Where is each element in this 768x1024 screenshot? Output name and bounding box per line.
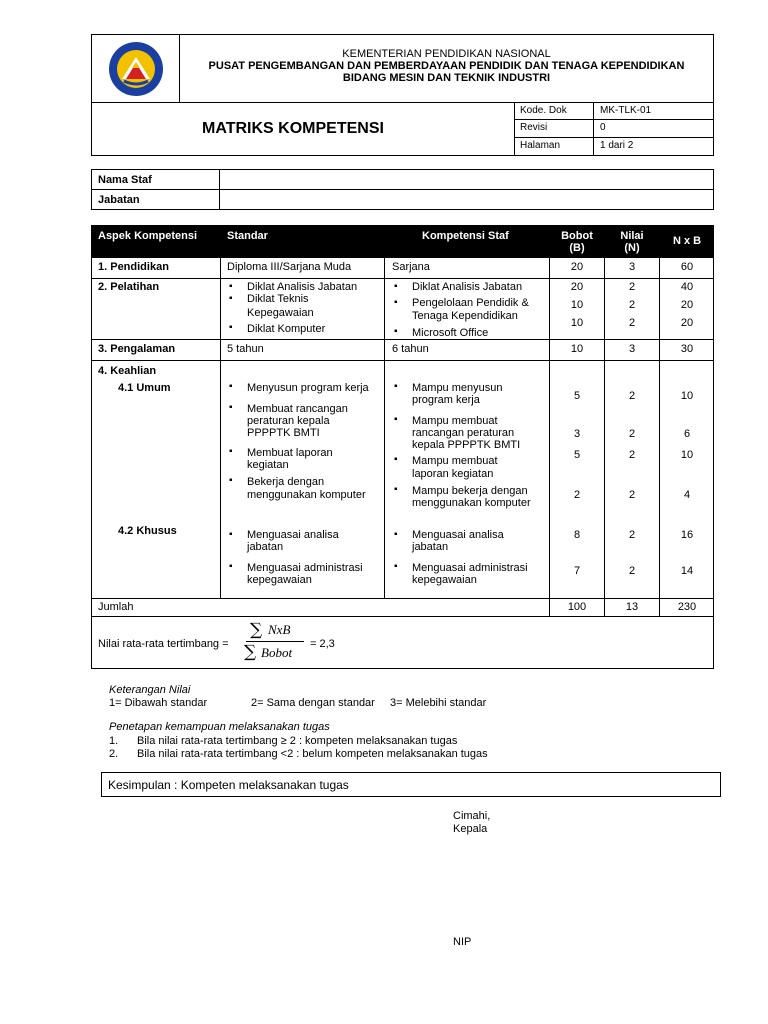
bullet-icon: ▪: [229, 281, 233, 292]
list-item: Menguasai administrasi: [247, 562, 363, 574]
bullet-icon: ▪: [394, 561, 398, 572]
legend-title: Keterangan Nilai: [109, 684, 191, 696]
cell-n: 2: [628, 428, 636, 440]
bullet-icon: ▪: [394, 297, 398, 308]
bullet-icon: ▪: [229, 293, 233, 304]
list-item: Mampu bekerja dengan: [412, 485, 528, 497]
total-b: 100: [567, 601, 587, 613]
task-item-number: 1.: [109, 735, 119, 747]
cell-n: 2: [628, 529, 636, 541]
tut-wuri-handayani-logo: [92, 35, 180, 103]
bullet-icon: ▪: [394, 326, 398, 337]
sum-symbol: ∑: [250, 620, 263, 640]
cell-nxb: 10: [680, 449, 694, 461]
cell-n: 2: [628, 449, 636, 461]
weighted-average-formula: [244, 620, 304, 664]
list-item: Mampu menyusun: [412, 382, 503, 394]
list-item: Bekerja dengan: [247, 476, 325, 488]
list-item: Menguasai analisa: [247, 529, 339, 541]
bullet-icon: ▪: [394, 529, 398, 540]
row-divider: [92, 616, 713, 617]
bullet-icon: ▪: [229, 381, 233, 392]
list-item: Pengelolaan Pendidik &: [412, 297, 529, 309]
divider: [384, 258, 385, 598]
task-item: Bila nilai rata-rata tertimbang ≥ 2 : kompeten melaksanakan tugas: [137, 735, 458, 747]
legend-item: 1= Dibawah standar: [109, 697, 208, 709]
col-weight: Bobot: [561, 230, 593, 242]
page-label: Halaman: [515, 138, 594, 155]
staff-table: [91, 169, 714, 210]
document-info: [515, 103, 713, 155]
bullet-icon: ▪: [229, 402, 233, 413]
row-divider: [92, 339, 713, 340]
center-name: PUSAT PENGEMBANGAN DAN PEMBERDAYAAN PENDIDIK DAN TENAGA KEPENDIDIKAN: [208, 60, 685, 72]
list-item: laporan kegiatan: [412, 468, 494, 480]
cell-b: 5: [573, 390, 581, 402]
cell-n: 2: [628, 390, 636, 402]
row-pelatihan-label: 2. Pelatihan: [98, 281, 160, 293]
list-item: menggunakan komputer: [247, 489, 366, 501]
col-nxb: N x B: [672, 235, 702, 247]
doc-code-value: MK-TLK-01: [600, 105, 652, 116]
list-item: Membuat laporan: [247, 447, 333, 459]
list-item: kepala PPPPTK BMTI: [412, 439, 521, 451]
list-item: Diklat Teknis: [247, 293, 309, 305]
cell-nxb: 20: [680, 299, 694, 311]
cell-nxb: 16: [680, 529, 694, 541]
ministry-name: KEMENTERIAN PENDIDIKAN NASIONAL: [342, 48, 551, 60]
formula-label: Nilai rata-rata tertimbang =: [98, 638, 229, 650]
cell-n: 2: [628, 565, 636, 577]
row-pengalaman-standard: 5 tahun: [227, 343, 264, 355]
col-aspect: Aspek Kompetensi: [98, 230, 198, 242]
bullet-icon: ▪: [229, 322, 233, 333]
document-header: [91, 34, 714, 156]
cell-b: 5: [573, 449, 581, 461]
col-staff-competency: Kompetensi Staf: [422, 230, 509, 242]
list-item: menggunakan komputer: [412, 497, 531, 509]
document-title: MATRIKS KOMPETENSI: [92, 103, 515, 155]
task-item: Bila nilai rata-rata tertimbang <2 : belum kompeten melaksanakan tugas: [137, 748, 488, 760]
row-pengalaman-nxb: 30: [680, 343, 694, 355]
competency-matrix: [91, 225, 714, 669]
staff-position-label: Jabatan: [92, 190, 220, 210]
list-item: kegiatan: [247, 459, 289, 471]
row-divider: [92, 598, 713, 599]
list-item: Menguasai administrasi: [412, 562, 528, 574]
cell-nxb: 10: [680, 390, 694, 402]
cell-nxb: 14: [680, 565, 694, 577]
cell-n: 2: [628, 281, 636, 293]
row-divider: [92, 278, 713, 279]
logo-cell: [92, 35, 180, 103]
total-nxb: 230: [677, 601, 697, 613]
division-name: BIDANG MESIN DAN TEKNIK INDUSTRI: [342, 72, 551, 84]
formula-result: = 2,3: [310, 638, 335, 650]
cell-nxb: 20: [680, 317, 694, 329]
cell-n: 2: [628, 489, 636, 501]
conclusion-box: Kesimpulan : Kompeten melaksanakan tugas: [101, 772, 721, 797]
cell-b: 8: [573, 529, 581, 541]
legend-item: 3= Melebihi standar: [390, 697, 487, 709]
page-value: 1 dari 2: [600, 139, 634, 151]
list-item: peraturan kepala: [247, 415, 330, 427]
list-item: kepegawaian: [247, 574, 312, 586]
bullet-icon: ▪: [394, 484, 398, 495]
task-title: Penetapan kemampuan melaksanakan tugas: [109, 721, 330, 733]
cell-b: 7: [573, 565, 581, 577]
row-umum-label: 4.1 Umum: [118, 382, 171, 394]
signature-nip: NIP: [453, 936, 472, 948]
bullet-icon: ▪: [394, 381, 398, 392]
col-standard: Standar: [227, 230, 268, 242]
list-item: jabatan: [247, 541, 284, 553]
cell-nxb: 4: [683, 489, 691, 501]
signature-role: Kepala: [453, 823, 488, 835]
cell-b: 2: [573, 489, 581, 501]
staff-name-label: Nama Staf: [92, 170, 220, 190]
cell-b: 20: [570, 281, 584, 293]
list-item: Menyusun program kerja: [247, 382, 369, 394]
list-item: Tenaga Kependidikan: [412, 310, 518, 322]
legend-item: 2= Sama dengan standar: [251, 697, 375, 709]
cell-n: 2: [628, 299, 636, 311]
list-item: Menguasai analisa: [412, 529, 504, 541]
sum-symbol: ∑: [244, 642, 257, 662]
bullet-icon: ▪: [394, 454, 398, 465]
total-label: Jumlah: [98, 601, 134, 613]
row-pendidikan-standard: Diploma III/Sarjana Muda: [227, 261, 352, 273]
col-score: Nilai: [620, 230, 644, 242]
row-keahlian-label: 4. Keahlian: [98, 365, 157, 377]
bullet-icon: ▪: [394, 281, 398, 292]
row-pengalaman-b: 10: [570, 343, 584, 355]
bullet-icon: ▪: [229, 561, 233, 572]
task-item-number: 2.: [109, 748, 119, 760]
row-pengalaman-n: 3: [628, 343, 636, 355]
total-n: 13: [625, 601, 639, 613]
list-item: Mampu membuat: [412, 415, 498, 427]
list-item: Diklat Komputer: [247, 323, 326, 335]
row-pengalaman-staff: 6 tahun: [392, 343, 429, 355]
row-divider: [92, 360, 713, 361]
organization-block: [180, 35, 713, 103]
doc-code-label: Kode. Dok: [515, 103, 594, 119]
divider: [220, 258, 221, 598]
list-item: program kerja: [412, 394, 480, 406]
formula-denominator: Bobot: [261, 645, 293, 660]
row-pendidikan-b: 20: [570, 261, 584, 273]
list-item: Membuat rancangan: [247, 403, 348, 415]
row-pendidikan-staff: Sarjana: [392, 261, 430, 273]
cell-b: 3: [573, 428, 581, 440]
revision-value: 0: [600, 122, 606, 134]
bullet-icon: ▪: [394, 414, 398, 425]
list-item: PPPPTK BMTI: [247, 427, 320, 439]
list-item: Diklat Analisis Jabatan: [247, 281, 358, 293]
row-pengalaman-label: 3. Pengalaman: [98, 343, 176, 355]
row-pendidikan-label: 1. Pendidikan: [98, 261, 169, 273]
row-pendidikan-n: 3: [628, 261, 636, 273]
staff-name-field[interactable]: [220, 170, 714, 190]
list-item: Mampu membuat: [412, 455, 498, 467]
cell-b: 10: [570, 299, 584, 311]
cell-nxb: 40: [680, 281, 694, 293]
revision-label: Revisi: [515, 120, 594, 136]
list-item: Diklat Analisis Jabatan: [412, 281, 523, 293]
col-weight-sub: (B): [569, 242, 585, 254]
row-khusus-label: 4.2 Khusus: [118, 525, 177, 537]
col-score-sub: (N): [624, 242, 640, 254]
cell-n: 2: [628, 317, 636, 329]
bullet-icon: ▪: [229, 446, 233, 457]
bullet-icon: ▪: [229, 475, 233, 486]
list-item: Kepegawaian: [247, 307, 314, 319]
bullet-icon: ▪: [229, 529, 233, 540]
row-pendidikan-nxb: 60: [680, 261, 694, 273]
list-item: rancangan peraturan: [412, 427, 515, 439]
list-item: Microsoft Office: [412, 327, 489, 339]
list-item: jabatan: [412, 541, 449, 553]
matrix-header: [92, 226, 713, 258]
list-item: kepegawaian: [412, 574, 477, 586]
cell-b: 10: [570, 317, 584, 329]
cell-nxb: 6: [683, 428, 691, 440]
signature-city: Cimahi,: [453, 810, 491, 822]
formula-numerator: NxB: [268, 622, 291, 637]
staff-position-field[interactable]: [220, 190, 714, 210]
